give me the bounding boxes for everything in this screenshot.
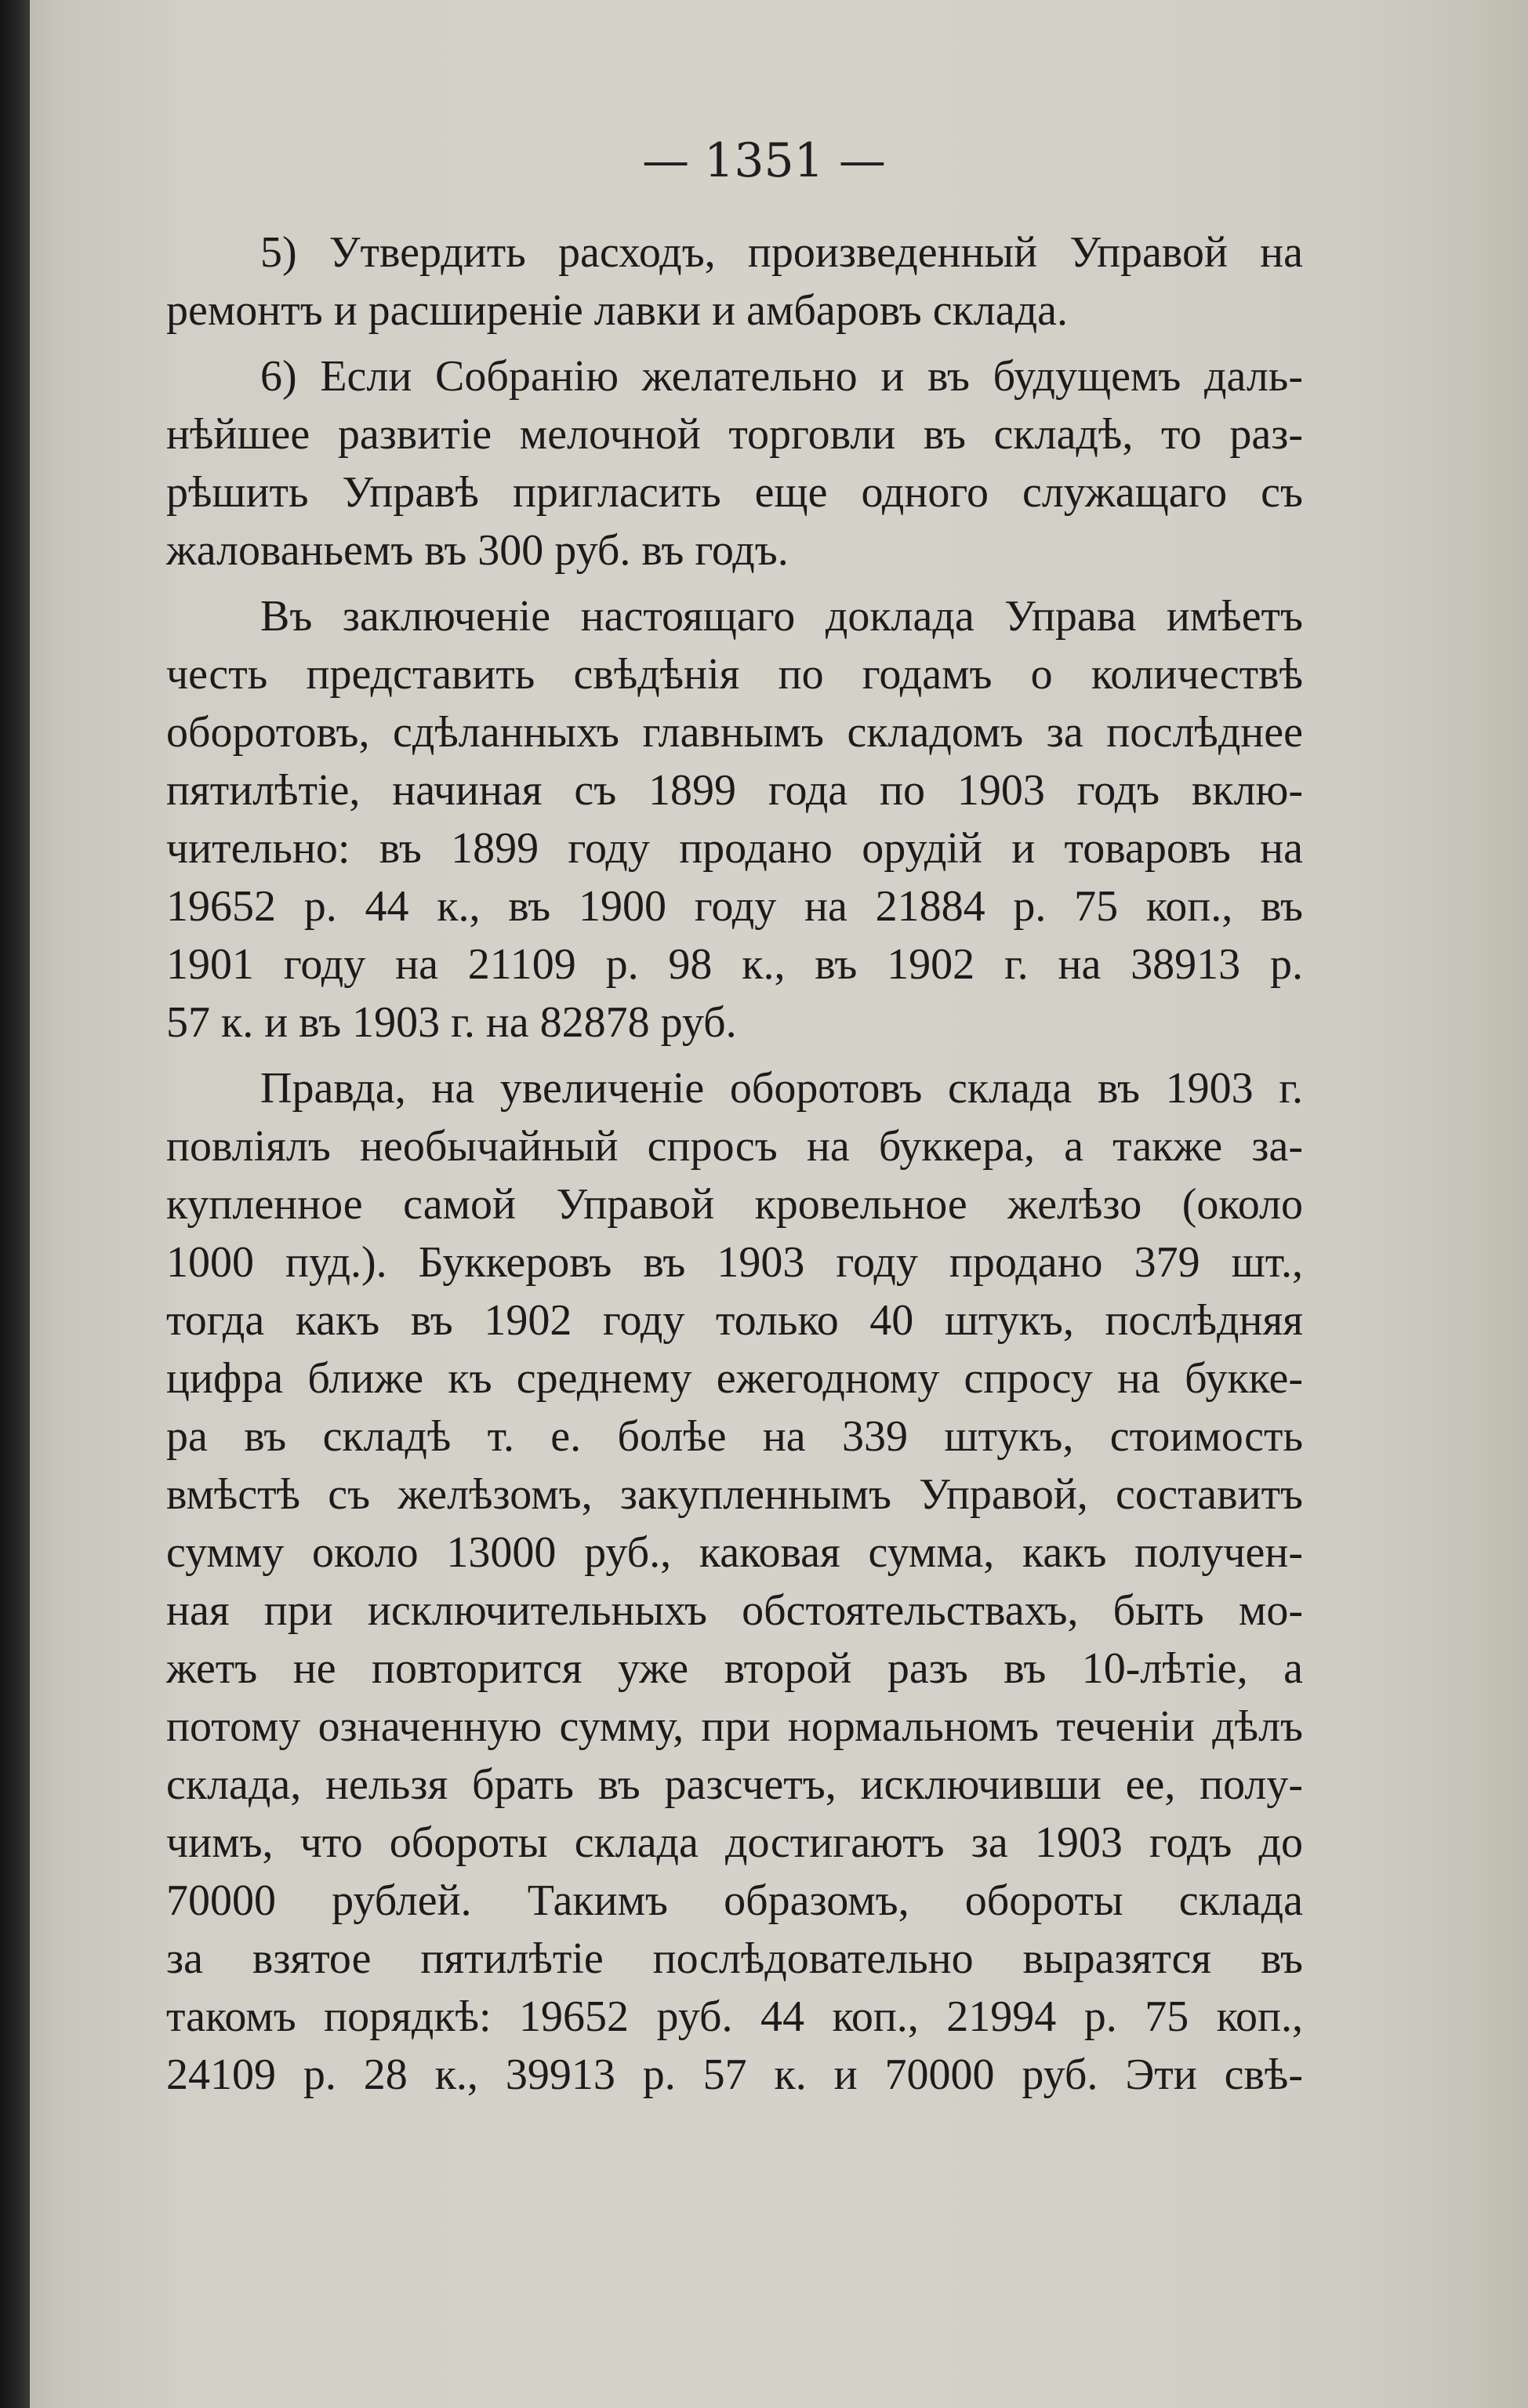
text-line: Правда, на увеличеніе оборотовъ склада въ 1903 г. xyxy=(260,1064,1303,1113)
text-line: склада, нельзя брать въ разсчетъ, исключивши ее, полу- xyxy=(166,1760,1303,1809)
text-line: честь представить свѣдѣнія по годамъ о количествѣ xyxy=(166,650,1303,699)
text-line: 19652 р. 44 к., въ 1900 году на 21884 р. 75 коп., въ xyxy=(166,882,1303,931)
paragraph-gap xyxy=(166,579,1303,587)
paragraph xyxy=(166,1059,1303,2104)
text-line: чительно: въ 1899 году продано орудій и товаровъ на xyxy=(166,824,1303,873)
text-line: 57 к. и въ 1903 г. на 82878 руб. xyxy=(166,998,737,1047)
text-line: 1901 году на 21109 р. 98 к., въ 1902 г. на 38913 р. xyxy=(166,940,1303,989)
body-text xyxy=(166,223,1303,2104)
text-line: ра въ складѣ т. е. болѣе на 339 штукъ, стоимость xyxy=(166,1412,1303,1461)
paragraph-gap xyxy=(166,340,1303,347)
text-line: цифра ближе къ среднему ежегодному спросу на букке- xyxy=(166,1354,1303,1403)
text-line: повліялъ необычайный спросъ на буккера, а также за- xyxy=(166,1122,1303,1171)
text-line: ремонтъ и расширеніе лавки и амбаровъ склада. xyxy=(166,286,1068,335)
text-line: 70000 рублей. Такимъ образомъ, обороты склада xyxy=(166,1876,1303,1925)
text-line: Въ заключеніе настоящаго доклада Управа имѣетъ xyxy=(260,592,1303,641)
paragraph-gap xyxy=(166,1051,1303,1059)
text-line: 5) Утвердить расходъ, произведенный Управой на xyxy=(260,228,1303,277)
text-line: купленное самой Управой кровельное желѣзо (около xyxy=(166,1180,1303,1229)
text-line: жалованьемъ въ 300 руб. въ годъ. xyxy=(166,526,789,575)
text-line: ная при исключительныхъ обстоятельствахъ, быть мо- xyxy=(166,1586,1303,1635)
paragraph xyxy=(166,347,1303,579)
text-line: 24109 р. 28 к., 39913 р. 57 к. и 70000 руб. Эти свѣ- xyxy=(166,2050,1303,2099)
paragraph xyxy=(166,223,1303,340)
text-line: жетъ не повторится уже второй разъ въ 10-лѣтіе, а xyxy=(166,1644,1303,1693)
text-line: рѣшить Управѣ пригласить еще одного служащаго съ xyxy=(166,468,1303,517)
text-line: вмѣстѣ съ желѣзомъ, закупленнымъ Управой, составитъ xyxy=(166,1470,1303,1519)
text-line: пятилѣтіе, начиная съ 1899 года по 1903 годъ вклю- xyxy=(166,766,1303,815)
text-line: 6) Если Собранію желательно и въ будущемъ даль- xyxy=(260,352,1303,401)
paragraph xyxy=(166,587,1303,1051)
text-line: 1000 пуд.). Буккеровъ въ 1903 году продано 379 шт., xyxy=(166,1238,1303,1287)
text-line: сумму около 13000 руб., каковая сумма, какъ получен- xyxy=(166,1528,1303,1577)
text-line: тогда какъ въ 1902 году только 40 штукъ, послѣдняя xyxy=(166,1296,1303,1345)
text-line: потому означенную сумму, при нормальномъ теченіи дѣлъ xyxy=(166,1702,1303,1751)
text-line: чимъ, что обороты склада достигаютъ за 1903 годъ до xyxy=(166,1818,1303,1867)
book-binding-edge xyxy=(0,0,30,2408)
page-number: — 1351 — xyxy=(642,133,886,188)
text-line: оборотовъ, сдѣланныхъ главнымъ складомъ за послѣднее xyxy=(166,708,1303,757)
text-line: такомъ порядкѣ: 19652 руб. 44 коп., 21994 р. 75 коп., xyxy=(166,1992,1303,2041)
text-line: нѣйшее развитіе мелочной торговли въ складѣ, то раз- xyxy=(166,410,1303,459)
text-line: за взятое пятилѣтіе послѣдовательно выразятся въ xyxy=(166,1934,1303,1983)
